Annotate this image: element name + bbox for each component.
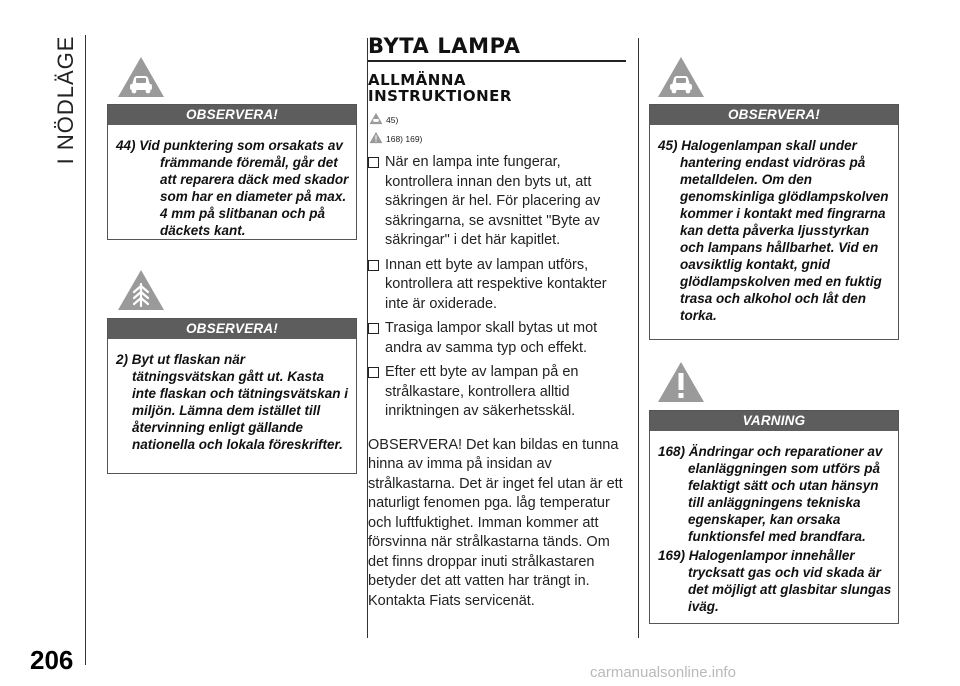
chapter-title: I NÖDLÄGE — [53, 35, 78, 165]
note-number: 2) — [116, 352, 129, 367]
note-item — [658, 137, 892, 324]
warning-header: VARNING — [650, 411, 898, 431]
note-number: 169) — [658, 548, 686, 563]
car-icon — [656, 55, 706, 99]
notice-header: OBSERVERA! — [650, 105, 898, 125]
notice-body — [108, 339, 356, 463]
list-item-text: Efter ett byte av lampan på en strålkastare, kontrollera alltid inriktningen av säkerhetsskäl. — [385, 364, 579, 419]
notice-body — [650, 125, 898, 334]
note-text: Halogenlampan skall under hantering endast vidröras på metalldelen. Om den genomskinliga glödlampskolven kommer i kontakt med fingrarna kan detta påverka ljusstyrkan och lampans hållbarhet. Vid en oavsiktlig kontakt, gnid glödlampskolven med en fuktig trasa och alkohol och låt den torka. — [680, 138, 889, 323]
list-item-text: Trasiga lampor skall bytas ut mot andra av samma typ och effekt. — [385, 320, 598, 356]
car-small-icon — [369, 112, 383, 125]
column-divider-right — [638, 38, 639, 638]
warning-box-varning — [649, 410, 899, 624]
instruction-list — [368, 153, 630, 611]
note-number: 168) — [658, 444, 686, 459]
page-number: 206 — [30, 645, 74, 675]
note-number: 44) — [116, 138, 136, 153]
warning-body — [650, 431, 898, 625]
notice-box-observera-45 — [649, 104, 899, 340]
note-text: Vid punktering som orsakats av främmande föremål, går det att reparera däck med skador som har en diameter på max. 4 mm på slitbanan och på däckets kant. — [139, 138, 349, 238]
list-item-text: Innan ett byte av lampan utförs, kontrollera att respektive kontakter inte är oxiderade. — [385, 256, 607, 312]
recycle-tree-icon — [116, 268, 166, 312]
watermark: carmanualsonline.info — [590, 664, 736, 681]
title-underline — [368, 60, 626, 62]
note-item — [658, 443, 892, 545]
list-item — [368, 363, 630, 422]
note-text: Halogenlampor innehåller trycksatt gas och vid skada är det möjligt att glasbitar slungas iväg. — [688, 548, 892, 614]
note-text: Ändringar och reparationer av elanläggningen som utförs på felaktigt sätt och utan hänsyn till anläggningens tekniska egenskaper, kan orsaka funktionsfel med brandfara. — [688, 444, 883, 544]
warning-small-icon — [369, 131, 383, 144]
reference-45: 45) — [386, 115, 399, 125]
side-divider — [85, 35, 86, 665]
list-item — [368, 319, 630, 358]
list-item — [368, 256, 630, 315]
section-subtitle: ALLMÄNNA INSTRUKTIONER — [368, 71, 512, 105]
note-text: Byt ut flaskan när tätningsvätskan gått ut. Kasta inte flaskan och tätningsvätskan i miljön. Lämna dem istället till återvinning enligt gällande nationella och lokala föreskrifter. — [131, 352, 349, 452]
note-number: 45) — [658, 138, 678, 153]
note-item — [116, 351, 350, 453]
note-item — [658, 547, 892, 615]
note-item — [116, 137, 350, 239]
notice-box-observera-2 — [107, 318, 357, 474]
reference-168-169: 168) 169) — [386, 134, 423, 144]
notice-header: OBSERVERA! — [108, 319, 356, 339]
list-item — [368, 153, 630, 251]
chapter-side-tab — [42, 30, 90, 170]
notice-box-observera-44 — [107, 104, 357, 240]
note-paragraph: OBSERVERA! Det kan bildas en tunna hinna av imma på insidan av strålkastarna. Det är inget fel utan är ett naturligt fenomen pga. låg temperatur och luftfuktighet. Imman kommer att försvinna när strålkastarna tänds. Om det finns droppar inuti strålkastaren betyder det att vatten har trängt in. Kontakta Fiats servicenät. — [368, 436, 623, 609]
section-title: BYTA LAMPA — [368, 34, 521, 58]
warning-icon — [656, 360, 706, 404]
notice-body — [108, 125, 356, 249]
list-item-text: När en lampa inte fungerar, kontrollera innan den byts ut, att säkringen är hel. För placering av säkringarna, se avsnittet "Byte av säkringar" i det här kapitlet. — [385, 154, 601, 248]
car-icon — [116, 55, 166, 99]
notice-header: OBSERVERA! — [108, 105, 356, 125]
